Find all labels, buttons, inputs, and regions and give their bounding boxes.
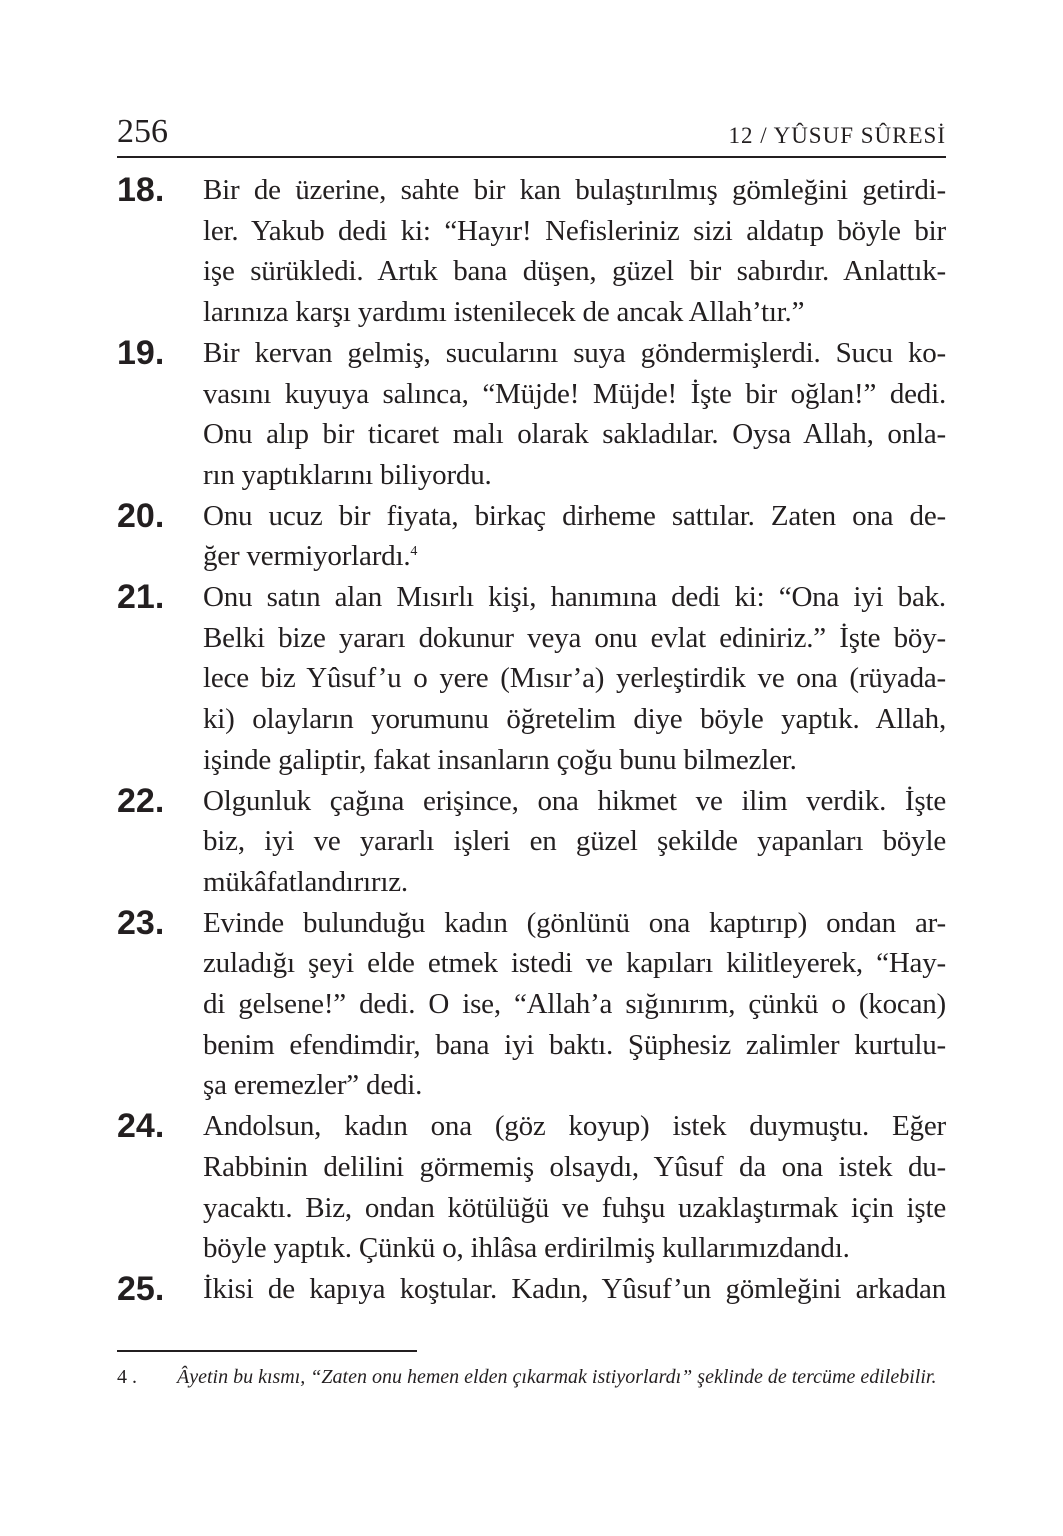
footnote-reference[interactable]: 4 bbox=[410, 544, 418, 560]
verse-line: lece biz Yûsuf’u o yere (Mısır’a) yerleştirdik ve ona (rüyada- bbox=[203, 662, 946, 695]
verse-line: Olgunluk çağına erişince, ona hikmet ve ilim verdik. İşte bbox=[203, 784, 946, 817]
verse-line: Onu alıp bir ticaret malı olarak sakladılar. Oysa Allah, onla- bbox=[203, 418, 946, 451]
verse-line: larınıza karşı yardımı istenilecek de ancak Allah’tır.” bbox=[203, 296, 805, 329]
verse-line: Onu ucuz bir fiyata, birkaç dirheme sattılar. Zaten ona de- bbox=[203, 499, 946, 532]
verse-text bbox=[203, 903, 946, 1107]
verse bbox=[117, 903, 946, 1107]
verse-number: 19. bbox=[117, 333, 165, 372]
verse-line: ğer vermiyorlardı.$^4$ bbox=[203, 540, 418, 573]
verse-line: böyle yaptık. Çünkü o, ihlâsa erdirilmiş kullarımızdandı. bbox=[203, 1232, 850, 1265]
page-number: 256 bbox=[117, 113, 168, 150]
running-title: 12 / YÛSUF SÛRESİ bbox=[728, 123, 946, 148]
verse-text bbox=[203, 1106, 946, 1269]
page-header bbox=[117, 112, 946, 158]
verse-line: Bir kervan gelmiş, sucularını suya göndermişlerdi. Sucu ko- bbox=[203, 336, 946, 369]
verse-line: Evinde bulunduğu kadın (gönlünü ona kaptırıp) ondan ar- bbox=[203, 906, 946, 939]
verse-number: 18. bbox=[117, 171, 165, 209]
footnote bbox=[117, 1362, 946, 1392]
verse bbox=[117, 1269, 946, 1310]
verse bbox=[117, 781, 946, 903]
verse-text bbox=[203, 577, 946, 781]
verse bbox=[117, 333, 946, 496]
verse-number: 21. bbox=[117, 578, 165, 617]
verse-line: vasını kuyuya salınca, “Müjde! Müjde! İşte bir oğlan!” dedi. bbox=[203, 377, 946, 410]
verse-text bbox=[203, 333, 946, 496]
verse-line: benim efendimdir, bana iyi baktı. Şüphesiz zalimler kurtulu- bbox=[203, 1028, 946, 1061]
verse-line: İkisi de kapıya koştular. Kadın, Yûsuf’un gömleğini arkadan bbox=[203, 1272, 946, 1305]
verse bbox=[117, 1106, 946, 1269]
verse-line: şa eremezler” dedi. bbox=[203, 1069, 423, 1102]
verse-text bbox=[203, 170, 946, 333]
verse-line: Rabbinin delilini görmemiş olsaydı, Yûsuf da ona istek du- bbox=[203, 1150, 946, 1183]
verse-number: 23. bbox=[117, 903, 165, 942]
verse bbox=[117, 577, 946, 781]
footnote-mark: 4 . bbox=[117, 1366, 137, 1388]
verse bbox=[117, 496, 946, 577]
verse-text bbox=[203, 781, 946, 903]
verse-line: Andolsun, kadın ona (göz koyup) istek duymuştu. Eğer bbox=[203, 1110, 946, 1143]
verse-number: 25. bbox=[117, 1269, 165, 1308]
footnote-divider bbox=[117, 1350, 417, 1352]
verse-line: Belki bize yararı dokunur veya onu evlat ediniriz.” İşte böy- bbox=[203, 621, 946, 654]
verse-line: ler. Yakub dedi ki: “Hayır! Nefisleriniz sizi aldatıp böyle bir bbox=[203, 214, 946, 247]
verse-number: 20. bbox=[117, 496, 165, 535]
verse-line: Bir de üzerine, sahte bir kan bulaştırılmış gömleğini getirdi- bbox=[203, 174, 946, 206]
verse-line: di gelsene!” dedi. O ise, “Allah’a sığınırım, çünkü o (kocan) bbox=[203, 988, 946, 1021]
verse-line: işe sürükledi. Artık bana düşen, güzel bir sabırdır. Anlattık- bbox=[203, 255, 946, 288]
verse-number: 24. bbox=[117, 1107, 165, 1146]
verse-line: Onu satın alan Mısırlı kişi, hanımına dedi ki: “Ona iyi bak. bbox=[203, 581, 946, 614]
verse-line: yacaktı. Biz, ondan kötülüğü ve fuhşu uzaklaştırmak için işte bbox=[203, 1191, 946, 1224]
verse-line: zuladığı şeyi elde etmek istedi ve kapıları kilitleyerek, “Hay- bbox=[203, 947, 946, 980]
footnote-text: Âyetin bu kısmı, “Zaten onu hemen elden çıkarmak istiyorlardı” şeklinde de tercüme edilebilir. bbox=[177, 1366, 937, 1388]
verse-line: mükâfatlandırırız. bbox=[203, 865, 408, 898]
verse-line: biz, iyi ve yararlı işleri en güzel şekilde yapanları böyle bbox=[203, 825, 946, 858]
verse-line: rın yaptıklarını biliyordu. bbox=[203, 458, 492, 491]
verse bbox=[117, 170, 946, 333]
verse-line: ki) olayların yorumunu öğretelim diye böyle yaptık. Allah, bbox=[203, 703, 946, 736]
verse-number: 22. bbox=[117, 781, 165, 820]
verse-text bbox=[203, 496, 946, 577]
verse-line: işinde galiptir, fakat insanların çoğu bunu bilmezler. bbox=[203, 743, 797, 776]
verse-text bbox=[203, 1269, 946, 1310]
verse-list bbox=[117, 170, 946, 1310]
